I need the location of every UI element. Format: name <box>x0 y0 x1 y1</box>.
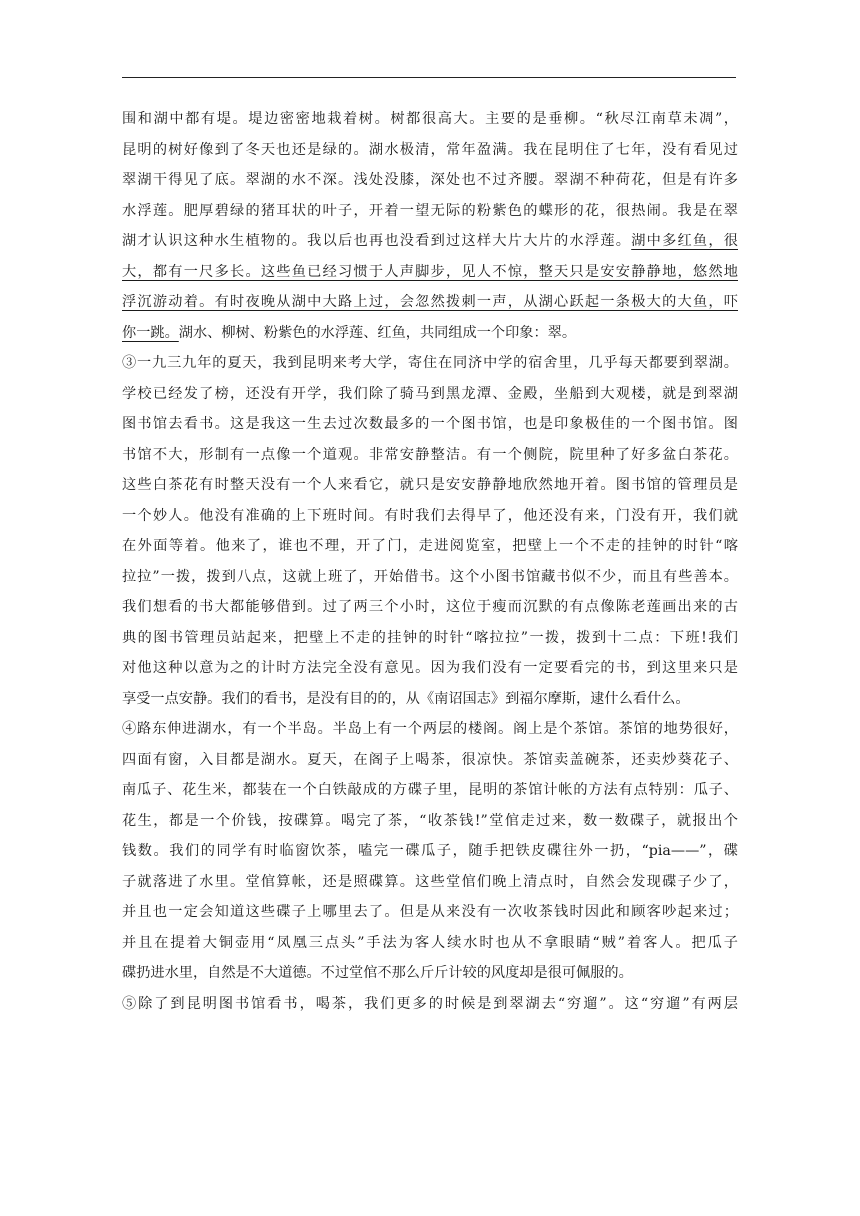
text-run: ④路东伸进湖水，有一个半岛。半岛上有一个两层的楼阁。阁上是个茶馆。茶馆的地势很好， <box>122 721 738 737</box>
text-line <box>122 928 738 959</box>
text-run: 这些白茶花有时整天没有一个人来看它，就只是安安静静地欣然地开着。图书馆的管理员是 <box>122 477 738 493</box>
text-run: 图书馆去看书。这是我这一生去过次数最多的一个图书馆，也是印象极佳的一个图书馆。图 <box>122 416 738 432</box>
text-run: 典的图书管理员站起来，把壁上不走的挂钟的时针“喀拉拉”一拨，拨到十二点：下班!我们 <box>122 629 738 646</box>
text-line <box>122 318 738 349</box>
document-body <box>122 104 738 1019</box>
text-run: 碟扔进水里，自然是不大道德。不过堂倌不那么斤斤计较的风度却是很可佩服的。 <box>122 965 633 981</box>
text-run: 湖水、柳树、粉紫色的水浮莲、红鱼，共同组成一个印象：翠。 <box>178 324 577 341</box>
text-line <box>122 714 738 745</box>
text-line <box>122 775 738 806</box>
text-line <box>122 897 738 928</box>
text-run: 享受一点安静。我们的看书，是没有目的的，从《南诏国志》到福尔摩斯，逮什么看什么。 <box>122 690 690 707</box>
text-line <box>122 348 738 379</box>
text-run: 围和湖中都有堤。堤边密密地栽着树。树都很高大。主要的是垂柳。“秋尽江南草未凋”， <box>122 111 738 127</box>
text-line <box>122 165 738 196</box>
text-run: 水浮莲。肥厚碧绿的猪耳状的叶子，开着一望无际的粉紫色的蝶形的花，很热闹。我是在翠 <box>122 202 738 219</box>
text-run: 并且在提着大铜壶用“凤凰三点头”手法为客人续水时也从不拿眼睛“贼”着客人。把瓜子 <box>122 934 738 951</box>
underlined-text: 大，都有一尺多长。这些鱼已经习惯于人声脚步，见人不惊，整天只是安安静静地，悠然地 <box>122 263 738 280</box>
text-line <box>122 440 738 471</box>
text-line <box>122 806 738 837</box>
text-line <box>122 836 738 867</box>
text-run: 四面有窗，入目都是湖水。夏天，在阁子上喝茶，很凉快。茶馆卖盖碗茶，还卖炒葵花子、 <box>122 751 738 768</box>
text-run: 学校已经发了榜，还没有开学，我们除了骑马到黑龙潭、金殿，坐船到大观楼，就是到翠湖 <box>122 385 738 402</box>
text-run: ③一九三九年的夏天，我到昆明来考大学，寄住在同济中学的宿舍里，几乎每天都要到翠湖。 <box>122 355 738 371</box>
text-line <box>122 989 738 1020</box>
text-run: 在外面等着。他来了，谁也不理，开了门，走进阅览室，把壁上一个不走的挂钟的时针“喀 <box>122 538 738 554</box>
text-run: ⑤除了到昆明图书馆看书，喝茶，我们更多的时候是到翠湖去“穷遛”。这“穷遛”有两层 <box>122 995 738 1012</box>
text-run: 南瓜子、花生米，都装在一个白铁敲成的方碟子里，昆明的茶馆计帐的方法有点特别：瓜子、 <box>122 782 738 798</box>
text-line <box>122 287 738 318</box>
text-line <box>122 226 738 257</box>
text-line <box>122 958 738 989</box>
text-line <box>122 531 738 562</box>
text-line <box>122 562 738 593</box>
text-line <box>122 409 738 440</box>
text-line <box>122 257 738 288</box>
text-line <box>122 867 738 898</box>
text-line <box>122 684 738 715</box>
text-run: 钱数。我们的同学有时临窗饮茶，嗑完一碟瓜子，随手把铁皮碟往外一扔，“pia——”，碟 <box>122 843 738 859</box>
text-line <box>122 501 738 532</box>
text-run: 一个妙人。他没有准确的上下班时间。有时我们去得早了，他还没有来，门没有开，我们就 <box>122 507 738 524</box>
underlined-text: 湖中多红鱼，很 <box>631 233 738 249</box>
text-line <box>122 196 738 227</box>
text-line <box>122 653 738 684</box>
underlined-text: 浮沉游动着。有时夜晚从湖中大路上过，会忽然拨刺一声，从湖心跃起一条极大的大鱼，吓 <box>122 294 738 310</box>
header-rule <box>122 77 736 78</box>
text-run: 并且也一定会知道这些碟子上哪里去了。但是从来没有一次收茶钱时因此和顾客吵起来过； <box>122 904 738 920</box>
text-line <box>122 104 738 135</box>
text-run: 我们想看的书大都能够借到。过了两三个小时，这位于瘦而沉默的有点像陈老莲画出来的古 <box>122 599 738 615</box>
text-line <box>122 592 738 623</box>
underlined-text: 你一跳。 <box>122 324 179 341</box>
text-run: 子就落进了水里。堂倌算帐，还是照碟算。这些堂倌们晚上清点时，自然会发现碟子少了， <box>122 873 738 890</box>
text-line <box>122 745 738 776</box>
text-run: 湖才认识这种水生植物的。我以后也再也没看到过这样大片大片的水浮莲。 <box>122 233 632 249</box>
text-run: 拉拉”一拨，拨到八点，这就上班了，开始借书。这个小图书馆藏书似不少，而且有些善本。 <box>122 568 738 585</box>
text-run: 花生，都是一个价钱，按碟算。喝完了茶，“收茶钱!”堂倌走过来，数一数碟子，就报出个 <box>122 812 738 829</box>
text-run: 书馆不大，形制有一点像一个道观。非常安静整洁。有一个侧院，院里种了好多盆白茶花。 <box>122 446 738 463</box>
text-line <box>122 135 738 166</box>
text-run: 对他这种以意为之的计时方法完全没有意见。因为我们没有一定要看完的书，到这里来只是 <box>122 660 738 676</box>
text-line <box>122 379 738 410</box>
text-run: 昆明的树好像到了冬天也还是绿的。湖水极清，常年盈满。我在昆明住了七年，没有看见过 <box>122 141 738 158</box>
text-run: 翠湖干得见了底。翠湖的水不深。浅处没膝，深处也不过齐腰。翠湖不种荷花，但是有许多 <box>122 172 738 188</box>
text-line <box>122 470 738 501</box>
text-line <box>122 623 738 654</box>
